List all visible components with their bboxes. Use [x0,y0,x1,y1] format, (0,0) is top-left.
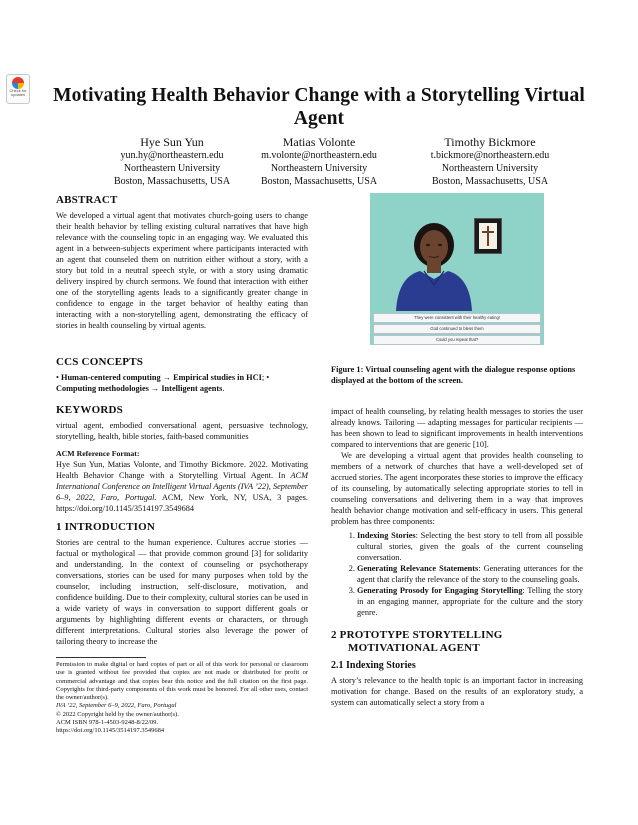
ccs-separator: ; • [261,373,270,382]
acm-reference [56,448,308,514]
section-2-heading [331,629,583,655]
author-block-2 [219,134,419,188]
dialogue-option-button[interactable]: They were consistent with their healthy eating! [373,313,541,323]
right-column [331,406,583,708]
badge-label: Check for updates [9,88,27,97]
ccs-section [56,356,308,394]
section-2-heading-line-2: MOTIVATIONAL AGENT [348,641,480,654]
right-para-2: We are developing a virtual agent that provides health counseling to members of a network of churches that have a well-developed set of accrued stories. The agent incorporates these stories to improve the efficacy of its counseling, by automatically selecting appropriate stories to tell in counseling conversations and delivering them in a way that improves health behavior change motivation and self-efficacy in users. This general problem has three components: [331,451,583,527]
list-item-bold: Generating Relevance Statements [357,563,479,573]
components-list [331,530,583,618]
author-location: Boston, Massachusetts, USA [113,175,231,187]
author-location: Boston, Massachusetts, USA [260,175,378,187]
footnote [56,661,308,736]
list-item-text: : Selecting the best story to tell from all possible cultural stories, given the goals of the current counseling conversation. [357,530,583,562]
ccs-bullet: • [56,373,61,382]
right-para-3: A story’s relevance to the health topic is an important factor in increasing motivation for change. Based on the results of an exploratory study, a system can automatically select a story from a [331,675,583,707]
author-email: m.volonte@northeastern.edu [261,150,377,161]
list-item-bold: Generating Prosody for Engaging Storytelling [357,585,523,595]
author-affiliation: Northeastern University [270,162,368,174]
author-affiliation: Northeastern University [441,162,539,174]
abstract-section [56,194,308,332]
footnote-copyright: © 2022 Copyright held by the owner/author(s). [56,710,179,718]
author-email: t.bickmore@northeastern.edu [430,150,550,161]
abstract-heading: ABSTRACT [56,194,118,206]
ccs-heading: CCS CONCEPTS [56,356,144,368]
footnote-doi[interactable]: https://doi.org/10.1145/3514197.3549684 [56,727,165,735]
right-para-1: impact of health counseling, by relating health messages to stories the user already knows. Tailoring — adapting messages for particular recipients — has been shown to lead to significant improvements in health interventions compared to interventions that are generic [10]. [331,407,583,450]
ccs-text [56,372,308,394]
author-name: Hye Sun Yun [140,135,204,149]
paper-title: Motivating Health Behavior Change with a Storytelling Virtual Agent [53,85,585,129]
author-affiliation: Northeastern University [123,162,221,174]
author-email: yun.hy@northeastern.edu [120,150,224,161]
ccs-item-1: Human-centered computing → Empirical studies in HCI [60,373,262,382]
list-item-bold: Indexing Stories [357,530,416,540]
ccs-end: . [222,384,225,394]
author-block-3 [390,134,590,188]
author-location: Boston, Massachusetts, USA [431,175,549,187]
keywords-section [56,404,308,442]
virtual-agent-avatar [394,219,504,311]
subsection-2-1-heading: 2.1 Indexing Stories [331,659,416,671]
keywords-heading: KEYWORDS [56,404,123,416]
list-item [357,530,583,563]
figure-caption: Figure 1: Virtual counseling agent with the dialogue response options displayed at the bottom of the screen. [331,365,576,385]
author-name: Matias Volonte [282,135,356,149]
reference-rest: ACM, New York, NY, USA, 3 pages. https://doi.org/10.1145/3514197.3549684 [56,493,308,514]
author-name: Timothy Bickmore [444,135,536,149]
check-for-updates-badge[interactable] [6,74,30,104]
list-item [357,585,583,618]
footnote-venue: IVA ’22, September 6–9, 2022, Faro, Portugal [56,702,177,710]
intro-heading: 1 INTRODUCTION [56,521,156,533]
dialogue-options [370,311,544,345]
list-item-text: : Generating utterances for the agent that clarify the relevance of the story to the counseling goals. [357,563,583,584]
figure-agent-screenshot [370,193,544,345]
section-2-heading-line-1: 2 PROTOTYPE STORYTELLING [331,628,503,641]
footnote-isbn: ACM ISBN 978-1-4503-9248-8/22/09. [56,719,159,727]
permission-text: Permission to make digital or hard copies of part or all of this work for personal or classroom use is granted without fee provided that copies are not made or distributed for profit or commercial advantage and that copies bear this notice and the full citation on the first page. Copyrights for third-party components of this work must be honored. For all other uses, contact the owner/author(s). [56,661,308,702]
list-item [357,563,583,585]
dialogue-option-button[interactable]: Could you repeat that? [373,335,541,345]
reference-venue: ACM International Conference on Intelligent Virtual Agents (IVA ’22), September 6–9, 2022, Faro, Portugal. [56,471,308,503]
abstract-text: We developed a virtual agent that motivates church-going users to change their health behavior by telling existing cultural narratives that have high relevance with the counseling topic in an engaging way. We evaluated this agent in a between-subjects experiment where participants interacted with an agent that counseled them on nutrition either without a story, with a story but told in a neutral speech style, or with a story using dramatic delivery inspired by church sermons. We found that interaction with either one of the storytelling agents leads to a significantly greater change in confidence to engage in the target behavior of healthy eating than interacting with a non-storytelling agent, demonstrating the efficacy of stories in health counseling by virtual agents. [56,211,308,331]
list-item-text: : Telling the story in an engaging manner, appropriate for the culture and the story genre. [357,585,583,617]
dialogue-option-button[interactable]: God continued to bless them [373,324,541,334]
introduction-section [56,521,308,647]
keywords-text: virtual agent, embodied conversational agent, persuasive technology, storytelling, health, bible stories, faith-based communities [56,421,308,442]
reference-text [56,459,308,514]
intro-text: Stories are central to the human experience. Cultures accrue stories — factual or mythological — that provide common ground [3] for solidarity and understanding. In the context of counseling or psychotherapy conversations, stories can be used for many purposes when told by the counselor, including instruction, self-disclosure, motivation, and confidence building. Due to their complexity, cultural stories can be used in a wide variety of ways in conversation to support different goals or arguments by highlighting different events or characters, or through different interpretations. Cultural stories also leverage the power of tailoring theory to increase the [56,538,308,647]
reference-heading: ACM Reference Format: [56,449,140,458]
reference-authors: Hye Sun Yun, Matias Volonte, and Timothy Bickmore. 2022. Motivating Health Behavior Change with a Storytelling Virtual Agent. In [56,460,308,481]
footnote-rule [56,657,146,658]
ccs-item-2: Computing methodologies → Intelligent agents [56,384,223,394]
